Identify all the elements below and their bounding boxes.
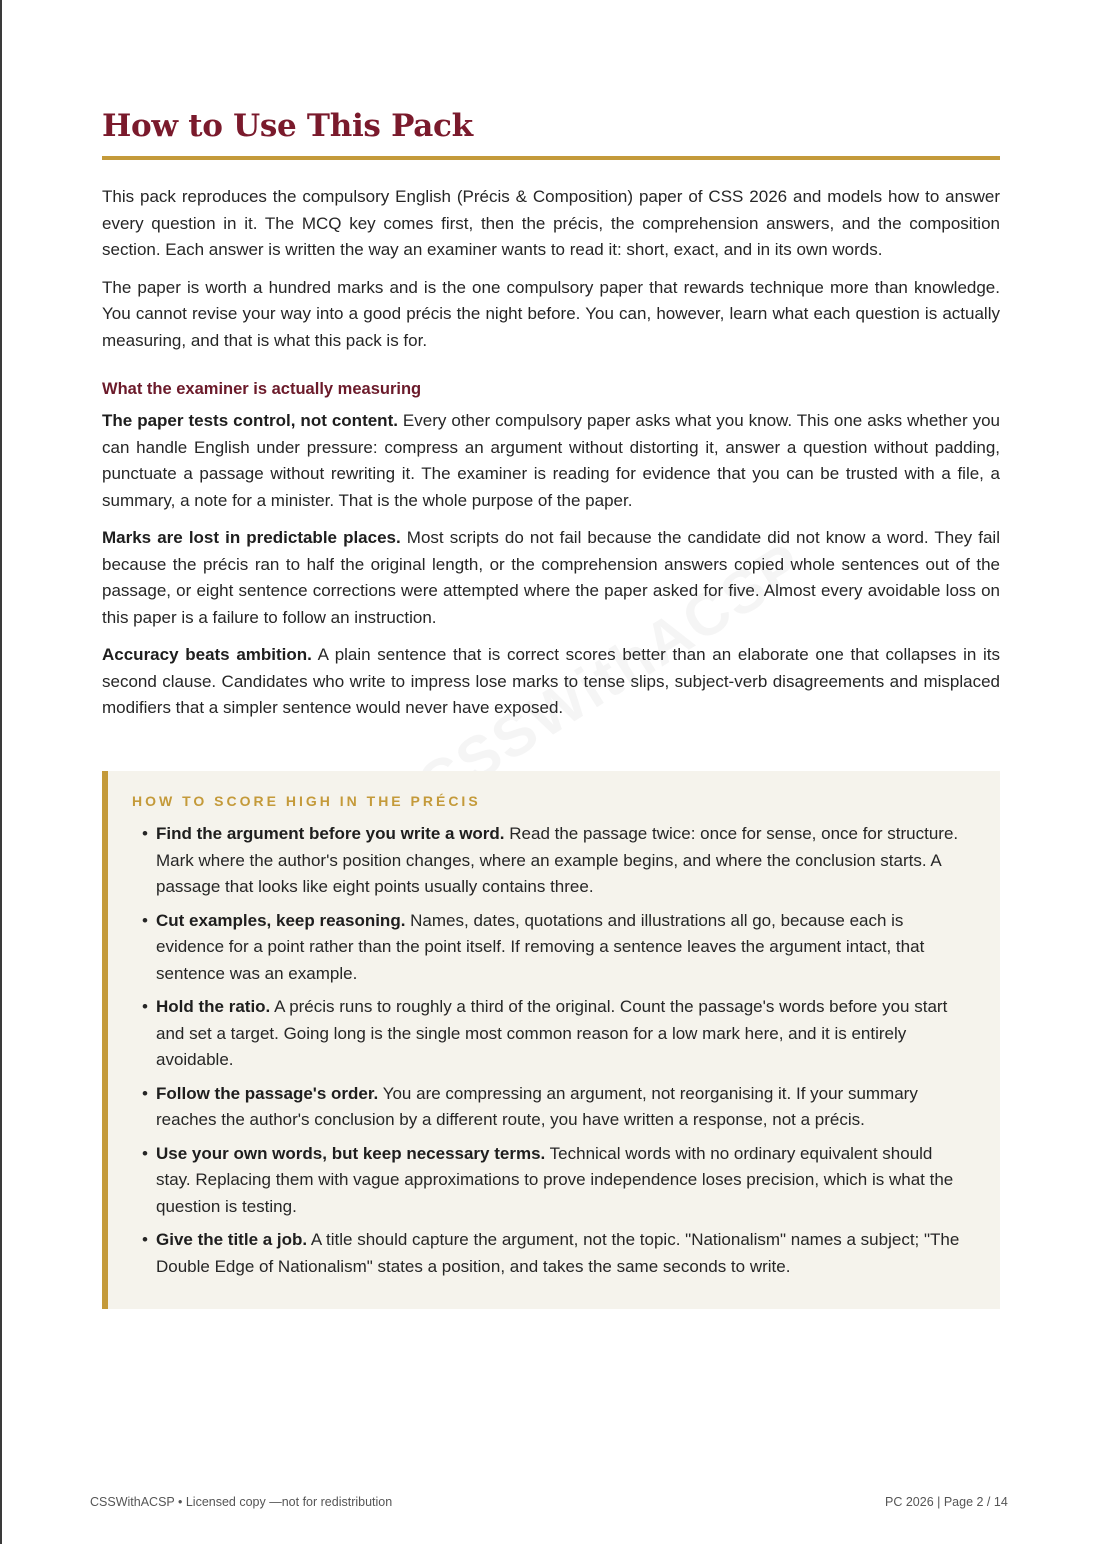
point-lead: Accuracy beats ambition.: [102, 645, 312, 664]
tip-text: Technical words with no ordinary equivalent should stay. Replacing them with vague approximations to prove independence loses precision, which is what the question is testing.: [156, 1143, 954, 1216]
list-item: [132, 1081, 962, 1134]
footer-page-number: PC 2026 | Page 2 / 14: [885, 1495, 1008, 1509]
measuring-point: [102, 525, 1000, 631]
page-title: How to Use This Pack: [102, 108, 473, 144]
callout-heading: HOW TO SCORE HIGH IN THE PRÉCIS: [132, 793, 481, 809]
precis-tips-callout: [102, 771, 1000, 1309]
bullet-icon: •: [142, 1143, 148, 1163]
bullet-icon: •: [142, 910, 148, 930]
measuring-point: [102, 642, 1000, 722]
intro-paragraph: This pack reproduces the compulsory English (Précis & Composition) paper of CSS 2026 and models how to answer every question in it. The MCQ key comes first, then the précis, the comprehension answers, and the composition section. Each answer is written the way an examiner wants to read it: short, exact, and in its own words.: [102, 187, 1000, 259]
page-edge-rule: [0, 0, 2, 1544]
tip-text: Names, dates, quotations and illustrations all go, because each is evidence for a point rather than the point itself. If removing a sentence leaves the argument intact, that sentence was an example.: [156, 910, 925, 983]
list-item: [132, 821, 962, 901]
tip-lead: Use your own words, but keep necessary terms.: [156, 1143, 546, 1163]
tip-lead: Find the argument before you write a word.: [156, 824, 505, 843]
bullet-icon: •: [142, 997, 148, 1016]
point-text: Most scripts do not fail because the candidate did not know a word. They fail because the précis ran to half the original length, or the comprehension answers copied whole sentences out of the passage, or eight sentence corrections were attempted where the paper asked for five. Almost every avoidable loss on this paper is a failure to follow an instruction.: [102, 528, 1000, 627]
intro-paragraph: The paper is worth a hundred marks and is the one compulsory paper that rewards technique more than knowledge. You cannot revise your way into a good précis the night before. You can, however, learn what each question is actually measuring, and that is what this pack is for.: [102, 277, 1000, 350]
title-underline: [102, 156, 1000, 160]
bullet-icon: •: [142, 1083, 148, 1103]
body-text: [102, 184, 1000, 733]
tip-text: You are compressing an argument, not reorganising it. If your summary reaches the author's conclusion by a different route, you have written a response, not a précis.: [156, 1083, 918, 1129]
tip-lead: Cut examples, keep reasoning.: [156, 910, 406, 930]
measuring-point: [102, 408, 1000, 514]
tip-text: Read the passage twice: once for sense, once for structure. Mark where the author's position changes, where an example begins, and where the conclusion starts. A passage that looks like eight points usually contains three.: [156, 824, 959, 896]
bullet-icon: •: [142, 1230, 148, 1249]
section-heading: What the examiner is actually measuring: [102, 380, 422, 398]
tip-lead: Hold the ratio.: [156, 997, 271, 1016]
list-item: [132, 1141, 962, 1221]
tip-text: A title should capture the argument, not the topic. "Nationalism" names a subject; "The Double Edge of Nationalism" states a position, and takes the same seconds to write.: [156, 1230, 960, 1276]
list-item: [132, 908, 962, 988]
point-lead: Marks are lost in predictable places.: [102, 528, 401, 547]
list-item: [132, 994, 962, 1074]
tip-lead: Give the title a job.: [156, 1230, 308, 1249]
tips-list: [132, 821, 962, 1287]
tip-lead: Follow the passage's order.: [156, 1083, 379, 1103]
tip-text: A précis runs to roughly a third of the original. Count the passage's words before you start and set a target. Going long is the single most common reason for a low mark here, and it is entirely avoidable.: [156, 997, 948, 1069]
point-lead: The paper tests control, not content.: [102, 411, 398, 430]
bullet-icon: •: [142, 824, 148, 843]
list-item: [132, 1227, 962, 1280]
point-text: A plain sentence that is correct scores better than an elaborate one that collapses in its second clause. Candidates who write to impress lose marks to tense slips, subject-verb disagreements and misplaced modifiers that a simpler sentence would never have exposed.: [102, 645, 1000, 717]
footer-license: CSSWithACSP • Licensed copy —not for redistribution: [90, 1495, 393, 1509]
point-text: Every other compulsory paper asks what you know. This one asks whether you can handle English under pressure: compress an argument without distorting it, answer a question without padding, punctuate a passage without rewriting it. The examiner is reading for evidence that you can be trusted with a file, a summary, a note for a minister. That is the whole purpose of the paper.: [102, 411, 1000, 510]
